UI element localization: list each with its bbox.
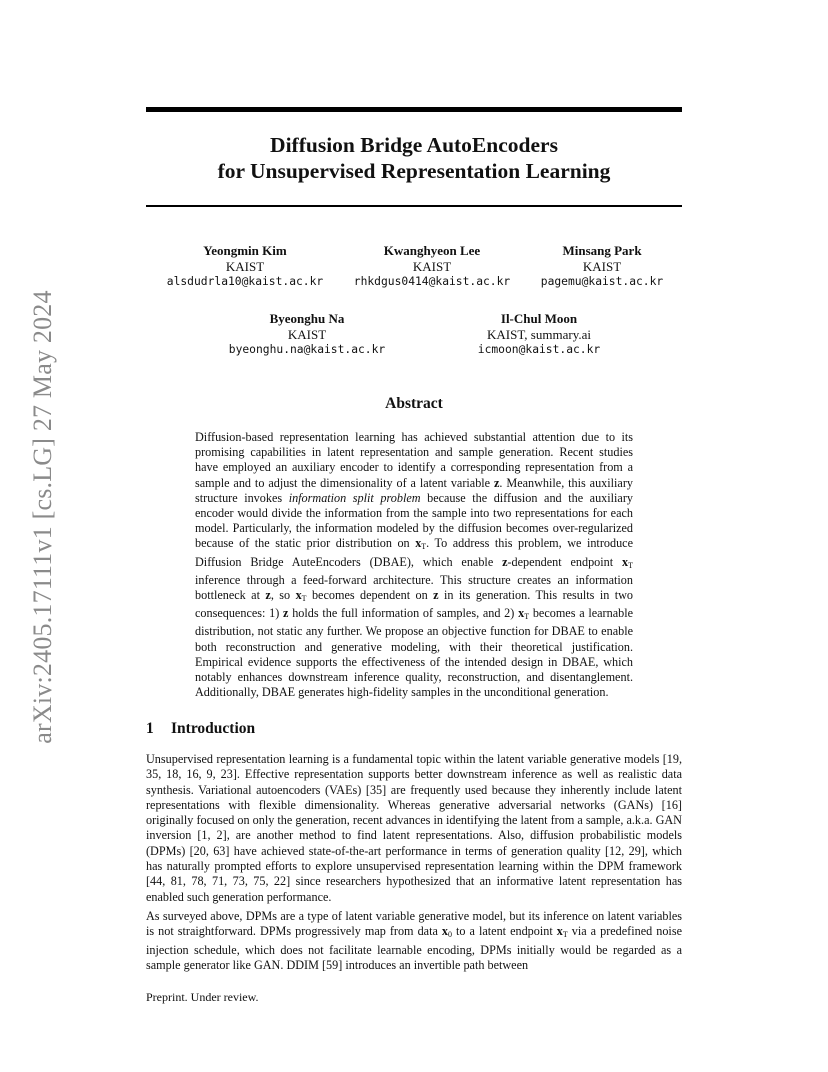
author-block [167, 243, 323, 290]
author-email: pagemu@kaist.ac.kr [540, 275, 664, 288]
title-bottom-rule [146, 205, 682, 207]
author-affiliation: KAIST [582, 258, 622, 274]
intro-paragraph: As surveyed above, DPMs are a type of latent variable generative model, but its inference on latent variables is not straightforward. DPMs progressively map from data $x_0$ to a latent endpoint $x_T$ via a predefined noise injection schedule, which does not facilitate learnable encoding, DPMs initially would be regarded as a sample generator like GAN. DDIM [59] introduces an invertible path between [146, 909, 682, 972]
author-affiliation: KAIST [412, 258, 452, 274]
title-top-rule [146, 107, 682, 112]
section-title: Introduction [171, 720, 256, 737]
author-affiliation: KAIST, summary.ai [487, 326, 591, 342]
author-email: byeonghu.na@kaist.ac.kr [228, 343, 386, 356]
author-email: rhkdgus0414@kaist.ac.kr [353, 275, 511, 288]
author-email: icmoon@kaist.ac.kr [477, 343, 601, 356]
paper-title [146, 132, 682, 184]
page-footer: Preprint. Under review. [146, 990, 259, 1004]
author-block [229, 311, 385, 358]
author-affiliation: KAIST [225, 258, 265, 274]
author-name: Minsang Park [562, 243, 642, 258]
author-email: alsdudrla10@kaist.ac.kr [166, 275, 324, 288]
author-block [541, 243, 663, 290]
section-number: 1 [146, 720, 154, 737]
section-heading-introduction [146, 720, 255, 738]
abstract-heading: Abstract [385, 395, 443, 412]
author-name: Kwanghyeon Lee [383, 243, 481, 258]
author-name: Yeongmin Kim [203, 243, 287, 258]
title-line-2: for Unsupervised Representation Learning [217, 159, 611, 183]
author-block [478, 311, 600, 358]
author-block [354, 243, 510, 290]
author-name: Il-Chul Moon [500, 311, 578, 326]
title-line-1: Diffusion Bridge AutoEncoders [270, 133, 558, 157]
arxiv-sidebar-stamp: arXiv:2405.17111v1 [cs.LG] 27 May 2024 [28, 290, 57, 744]
author-affiliation: KAIST [287, 326, 327, 342]
intro-paragraph: Unsupervised representation learning is a fundamental topic within the latent variable generative models [19, 35, 18, 16, 9, 23]. Effective representation supports better downstream inference as well as realistic data synthesis. Variational autoencoders (VAEs) [35] are frequently used because they inherently include latent representations with flexible dimensionality. Whereas generative adversarial networks (GANs) [16] originally focused on only the generation, recent advances in identifying the latent from a sample, a.k.a. GAN inversion [1, 2], are another method to find latent representations. Also, diffusion probabilistic models (DPMs) [20, 63] have achieved state-of-the-art performance in terms of generation quality [12, 29], which has naturally prompted efforts to explore unsupervised representation learning within the DPM framework [44, 81, 78, 71, 73, 75, 22] since researchers hypothesized that an informative latent representation has enabled such generation performance. [146, 752, 682, 904]
abstract-body: Diffusion-based representation learning has achieved substantial attention due to its promising capabilities in latent representation and sample generation. Recent studies have employed an auxiliary encoder to identify a corresponding representation from a sample and to adjust the dimensionality of a latent variable z. Meanwhile, this auxiliary structure invokes information split problem because the diffusion and the auxiliary encoder would divide the information from the sample into two representations for each model. Particularly, the information modeled by the diffusion becomes over-regularized because of the static prior distribution on $x_T$. To address this problem, we introduce Diffusion Bridge AuteEncoders (DBAE), which enable z-dependent endpoint $x_T$ inference through a feed-forward architecture. This structure creates an information bottleneck at z, so $x_T$ becomes dependent on z in its generation. This results in two consequences: 1) z holds the full information of samples, and 2) $x_T$ becomes a learnable distribution, not static any further. We propose an objective function for DBAE to enable both reconstruction and generative modeling, with their theoretical justification. Empirical evidence supports the effectiveness of the intended design in DBAE, which notably enhances downstream inference quality, reconstruction, and disentanglement. Additionally, DBAE generates high-fidelity samples in the unconditional generation. [195, 430, 633, 700]
author-name: Byeonghu Na [269, 311, 345, 326]
